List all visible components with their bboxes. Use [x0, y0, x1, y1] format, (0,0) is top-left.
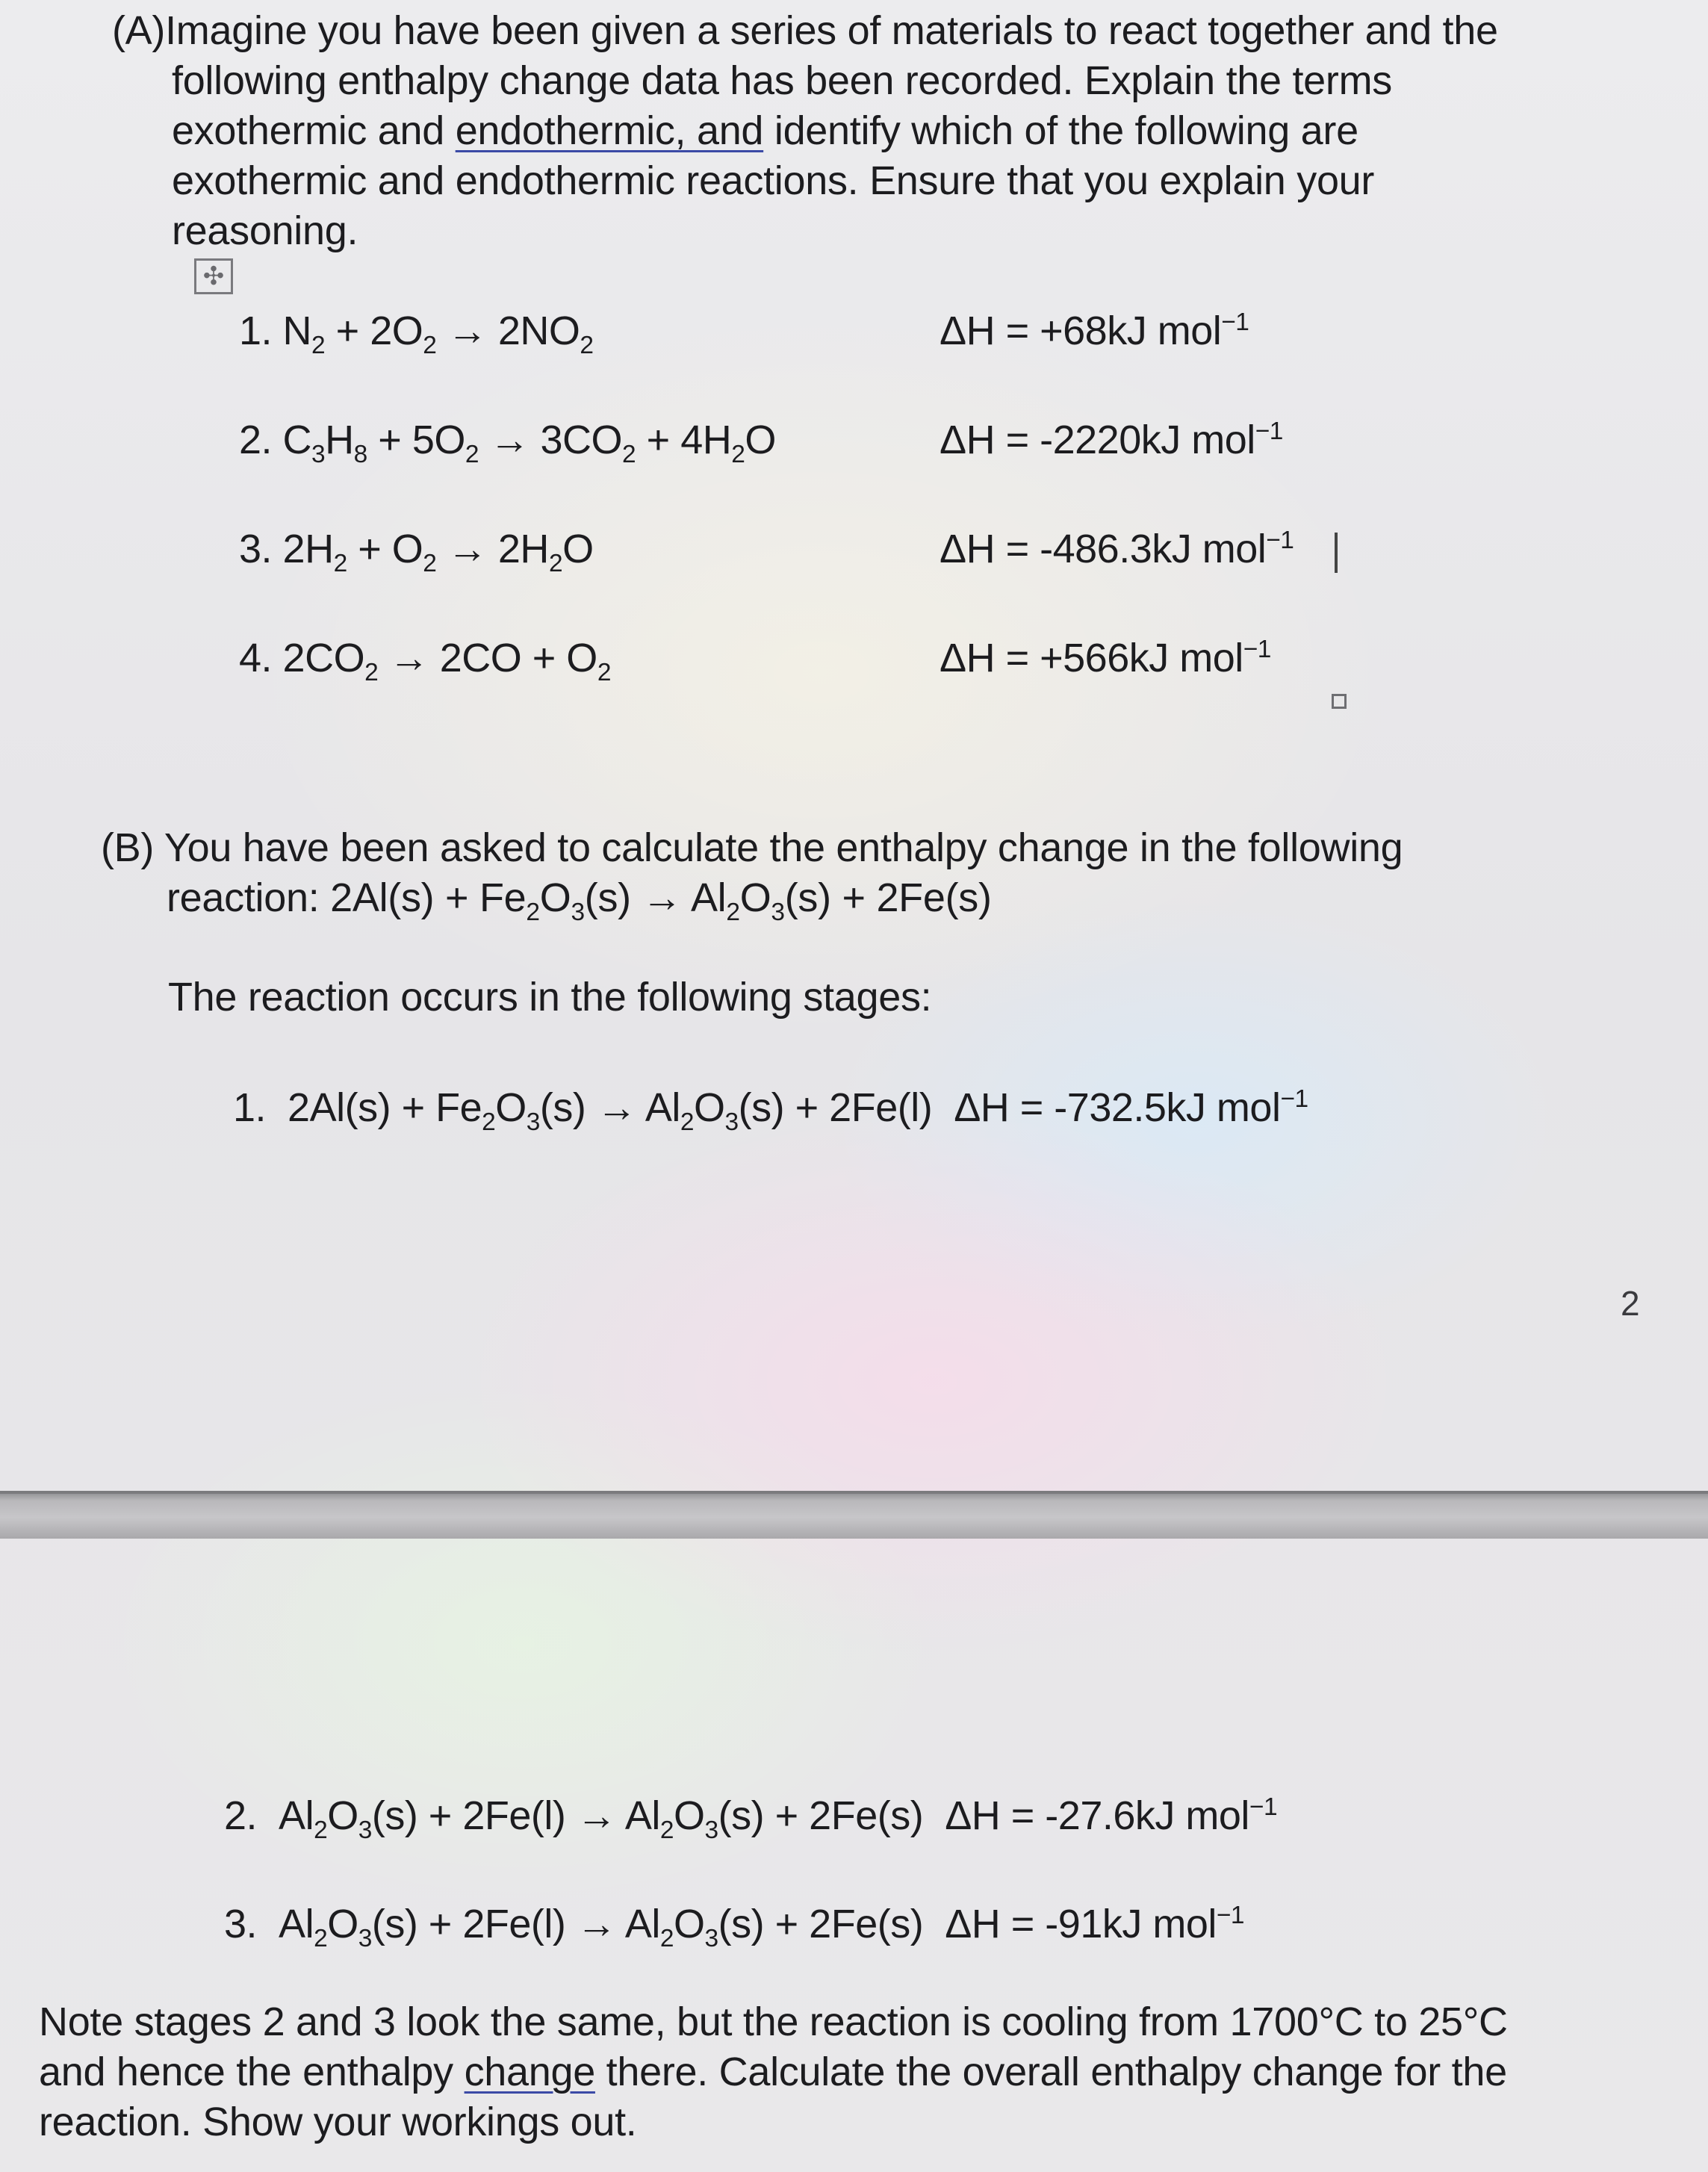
part-a-label: (A)	[112, 8, 166, 53]
table-resize-handle-icon[interactable]	[1332, 694, 1347, 709]
stage-number: 1.	[233, 1085, 267, 1130]
table-move-handle-icon[interactable]: ✣	[194, 258, 233, 294]
part-b-line-1: You have been asked to calculate the enthalpy change in the following	[164, 825, 1403, 870]
equation-number: 1.	[239, 308, 273, 353]
part-a-line-5: reasoning.	[172, 208, 358, 253]
change-underlined-text: change	[464, 2050, 595, 2094]
stage-row: 1. $2Al(s) + Fe_2O_3(s) \to Al_2O_3(s) + 2Fe(l) \Delta H = -732.5kJ$ mol$^{-1}$	[233, 1085, 1308, 1136]
text-cursor	[1335, 533, 1338, 573]
part-b-label: (B)	[101, 825, 155, 870]
equation-number: 3.	[239, 527, 273, 571]
stage-row: 2. $Al_2O_3(s) + 2Fe(l) \to Al_2O_3(s) + 2Fe(s) \Delta H = -27.6kJ$ mol$^{-1}$	[224, 1793, 1278, 1844]
equation-row: 1. $N_2 + 2O_2 \to 2NO_2$	[239, 308, 594, 359]
stage-enthalpy: ΔH = -732.5kJ mol	[954, 1085, 1281, 1130]
part-a-line-1: Imagine you have been given a series of materials to react together and the	[165, 8, 1498, 53]
part-a-paragraph	[112, 6, 1498, 256]
page-break-divider	[0, 1492, 1708, 1539]
part-a-line-3b: identify which of the following are	[763, 108, 1358, 153]
note-line-2b: there. Calculate the overall enthalpy change for the	[594, 2050, 1507, 2094]
enthalpy-value: ΔH = +68kJ mol$^{-1}$	[940, 308, 1249, 353]
part-a-line-4: exothermic and endothermic reactions. Ensure that you explain your	[172, 158, 1375, 203]
stage-number: 2.	[224, 1793, 258, 1838]
note-line-1: Note stages 2 and 3 look the same, but the reaction is cooling from 1700°C to 25°C	[39, 1999, 1508, 2044]
equation-number: 2.	[239, 418, 273, 462]
page-number: 2	[1621, 1284, 1640, 1323]
enthalpy-value: ΔH = +566kJ mol$^{-1}$	[940, 636, 1271, 680]
part-b-reaction: reaction: $2Al(s) + Fe_2O_3(s) \to Al_2O_3(s) + 2Fe(s)$	[167, 875, 992, 926]
stage-row: 3. $Al_2O_3(s) + 2Fe(l) \to Al_2O_3(s) + 2Fe(s) \Delta H = -91kJ$ mol$^{-1}$	[224, 1902, 1245, 1952]
equation-row: 3. $2H_2 + O_2 \to 2H_2O$	[239, 527, 594, 577]
part-a-line-3a: exothermic and	[172, 108, 456, 153]
note-line-2a: and hence the enthalpy	[39, 2050, 465, 2094]
equation-row: 4. $2CO_2 \to 2CO + O_2$	[239, 636, 611, 686]
enthalpy-value: ΔH = -2220kJ mol$^{-1}$	[940, 418, 1283, 462]
stage-enthalpy: ΔH = -91kJ mol	[945, 1902, 1217, 1946]
part-b-paragraph	[101, 823, 1403, 926]
endothermic-underlined-text: endothermic, and	[455, 108, 764, 153]
stage-number: 3.	[224, 1902, 258, 1946]
note-paragraph	[39, 1997, 1508, 2147]
equation-number: 4.	[239, 636, 273, 680]
note-line-3: reaction. Show your workings out.	[39, 2100, 637, 2144]
stage-enthalpy: ΔH = -27.6kJ mol	[945, 1793, 1249, 1838]
enthalpy-value: ΔH = -486.3kJ mol$^{-1}$	[940, 527, 1294, 571]
stages-intro: The reaction occurs in the following stages:	[168, 975, 932, 1020]
equation-row: 2. $C_3H_8 + 5O_2 \to 3CO_2 + 4H_2O$	[239, 418, 776, 468]
page-break-edge	[0, 1491, 1708, 1494]
part-a-line-2: following enthalpy change data has been recorded. Explain the terms	[172, 58, 1392, 103]
